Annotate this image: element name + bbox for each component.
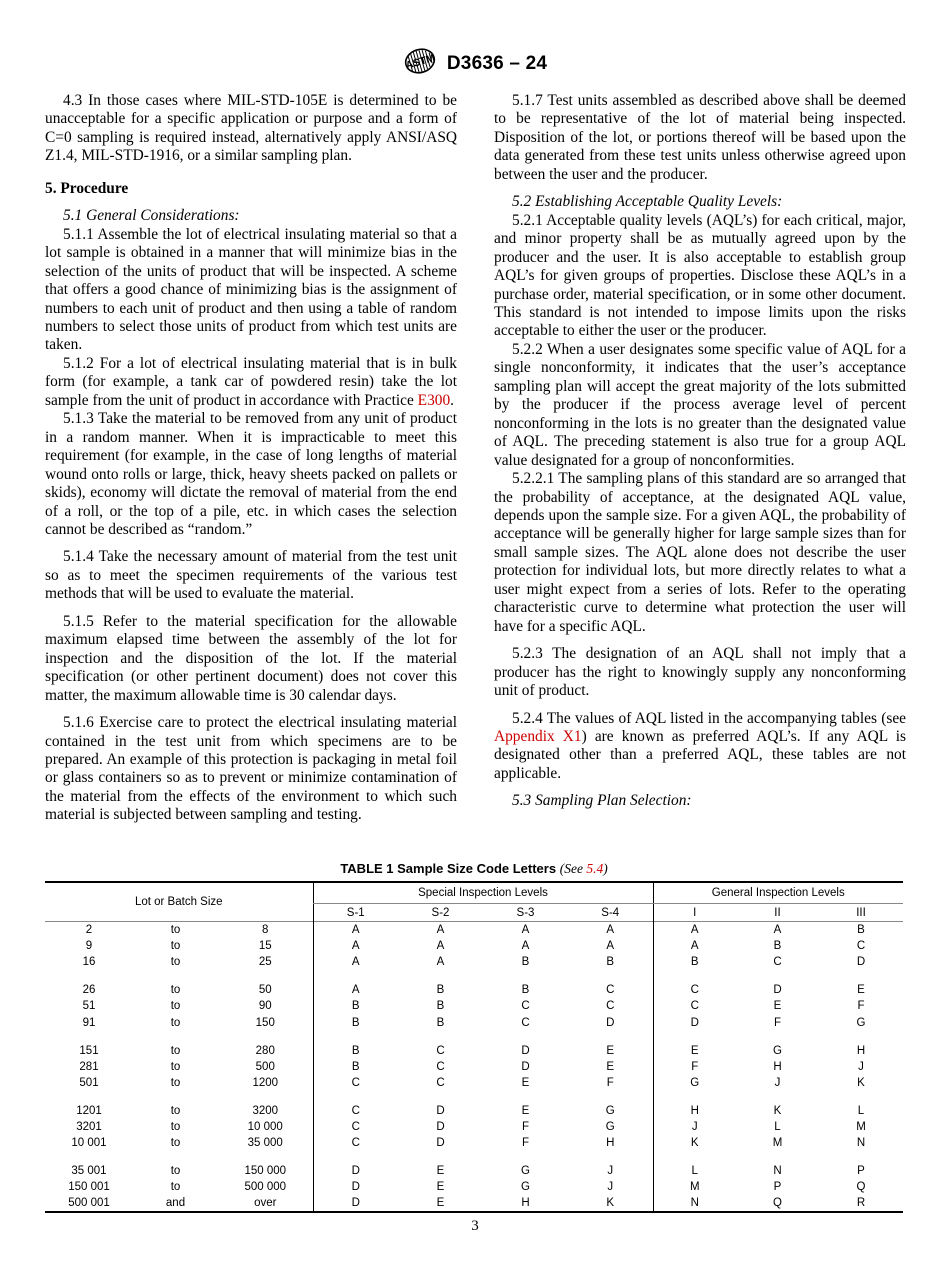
cell-general-2: K bbox=[773, 1104, 782, 1117]
cell-general-2: L bbox=[774, 1120, 781, 1133]
cell-general-3: G bbox=[856, 1016, 866, 1029]
cell-special-3: A bbox=[483, 922, 568, 939]
cell-special-4: D bbox=[606, 1016, 615, 1029]
cell-lot-to: over bbox=[218, 1195, 313, 1212]
cell-special-4: H bbox=[606, 1137, 615, 1150]
cell-special-1: B bbox=[313, 1043, 398, 1059]
cell-general-3: R bbox=[819, 1195, 903, 1212]
cell-special-4: A bbox=[568, 922, 653, 939]
cell-general-2: D bbox=[773, 984, 782, 997]
cell-general-3: P bbox=[857, 1165, 865, 1178]
cell-lot-from: 91 bbox=[82, 1016, 96, 1029]
table-group-spacer bbox=[45, 1151, 903, 1163]
cell-lot-conjunction: to bbox=[170, 1104, 181, 1117]
right-column bbox=[494, 92, 906, 825]
spacer-cell bbox=[653, 1031, 736, 1043]
spacer-cell bbox=[45, 1091, 133, 1103]
cell-general-3: Q bbox=[856, 1181, 866, 1194]
cell-lot-conjunction: to bbox=[170, 1000, 181, 1013]
cell-special-3: E bbox=[521, 1076, 530, 1089]
spacer-cell bbox=[313, 970, 398, 982]
paragraph-5-2-2-1: 5.2.2.1 The sampling plans of this standard are so arranged that the probability of acceptance, at the designated AQL value, depends upon the sample size. For a given AQL, the probability of acceptance will be generally higher for large sample sizes than for small sample sizes. The AQL alone does not describe the user protection for individual lots, but more directly relates to what a user might expect from a series of lots. Refer to the operating characteristic curve to determine what protection the user will have for a specific AQL. bbox=[494, 470, 906, 635]
spacer-cell bbox=[819, 970, 903, 982]
table-1-caption-title: TABLE 1 Sample Size Code Letters bbox=[340, 861, 557, 876]
cell-lot-conjunction: to bbox=[170, 984, 181, 997]
spacer-cell bbox=[398, 1031, 483, 1043]
spacer-cell bbox=[398, 1151, 483, 1163]
header-general-inspection-levels: General Inspection Levels bbox=[653, 882, 903, 904]
paragraph-4-3: 4.3 In those cases where MIL-STD-105E is determined to be unacceptable for a specific application or purpose and a form of C=0 sampling is required instead, alternatively apply ANSI/ASQ Z1.4, MIL-STD-1916, or a similar sampling plan. bbox=[45, 92, 457, 165]
cell-special-3: D bbox=[521, 1044, 530, 1057]
cell-special-4: E bbox=[606, 1044, 615, 1057]
header-special-inspection-levels: Special Inspection Levels bbox=[313, 882, 653, 904]
cell-special-4: F bbox=[606, 1076, 614, 1089]
cell-general-1: K bbox=[653, 1135, 736, 1151]
spacer-cell bbox=[313, 1151, 398, 1163]
cell-special-2: A bbox=[436, 956, 445, 969]
cell-special-1: C bbox=[313, 1135, 398, 1151]
cell-special-1: C bbox=[313, 1119, 398, 1135]
cell-lot-to: 10 000 bbox=[247, 1120, 283, 1133]
table-row bbox=[45, 1059, 903, 1075]
cell-special-2: B bbox=[436, 1000, 445, 1013]
spacer-cell bbox=[133, 1151, 218, 1163]
cell-general-3: C bbox=[856, 940, 866, 953]
spacer-cell bbox=[483, 1151, 568, 1163]
cell-special-1: A bbox=[313, 954, 398, 970]
svg-text:ASTM: ASTM bbox=[404, 52, 437, 72]
spacer-cell bbox=[819, 1151, 903, 1163]
spacer-cell bbox=[483, 970, 568, 982]
cell-special-3: C bbox=[521, 1016, 530, 1029]
table-row bbox=[45, 998, 903, 1014]
spacer-cell bbox=[568, 1091, 653, 1103]
cell-lot-from: 10 001 bbox=[71, 1137, 107, 1150]
cell-special-3: A bbox=[521, 940, 530, 953]
cell-lot-to: 3200 bbox=[252, 1104, 279, 1117]
cell-lot-from: 2 bbox=[45, 922, 133, 939]
page-number: 3 bbox=[471, 1218, 479, 1234]
cell-general-1: A bbox=[653, 938, 736, 954]
cell-lot-from: 1201 bbox=[76, 1104, 102, 1117]
spacer-cell bbox=[736, 970, 819, 982]
astm-logo-icon bbox=[403, 48, 437, 79]
cell-lot-conjunction: to bbox=[170, 1060, 181, 1073]
cell-special-4: E bbox=[606, 1060, 615, 1073]
spacer-cell bbox=[45, 1151, 133, 1163]
cell-general-3: M bbox=[856, 1120, 866, 1133]
cell-lot-to: 50 bbox=[258, 984, 272, 997]
cell-special-2: E bbox=[398, 1195, 483, 1212]
cell-general-1: C bbox=[653, 998, 736, 1014]
paragraph-5-1-5: 5.1.5 Refer to the material specification for the allowable maximum elapsed time between the assembly of the lot for inspection and the disposition of the lot. If the material specification (or other pertinent document) does not cover this matter, the maximum allowable time is 30 calendar days. bbox=[45, 612, 457, 704]
paragraph-5-1-1: 5.1.1 Assemble the lot of electrical insulating material so that a lot sample is obtained in a manner that will minimize bias in the selection of the units of product that will be inspected. A scheme that offers a good chance of minimizing bias is the assignment of numbers to each unit of product and then using a table of random numbers to select those units of product from which test units are taken. bbox=[45, 225, 457, 354]
paragraph-5-1-2-text-before: 5.1.2 For a lot of electrical insulating material that is in bulk form (for example, a tank car of powdered resin) take the lot sample from the unit of product in accordance with Practice bbox=[45, 354, 457, 409]
cell-general-2: M bbox=[772, 1137, 783, 1150]
cell-lot-from: 51 bbox=[82, 1000, 96, 1013]
header-lot-or-batch-size: Lot or Batch Size bbox=[45, 882, 313, 922]
cell-general-2: N bbox=[773, 1165, 782, 1178]
paragraph-5-1-2 bbox=[45, 355, 457, 410]
cell-special-3: E bbox=[521, 1104, 530, 1117]
table-row bbox=[45, 954, 903, 970]
cell-lot-from: 151 bbox=[79, 1044, 99, 1057]
table-1-caption-see bbox=[560, 861, 608, 876]
left-column bbox=[45, 92, 457, 825]
cell-general-2: G bbox=[773, 1044, 782, 1057]
cell-general-3: D bbox=[856, 956, 866, 969]
spacer-cell bbox=[218, 970, 313, 982]
cell-special-3: H bbox=[483, 1195, 568, 1212]
cell-lot-conjunction: to bbox=[170, 1016, 181, 1029]
spacer-cell bbox=[133, 970, 218, 982]
cell-general-1: N bbox=[653, 1195, 736, 1212]
cell-lot-conjunction: to bbox=[170, 1137, 181, 1150]
cell-general-1: M bbox=[653, 1179, 736, 1195]
heading-5-procedure: 5. Procedure bbox=[45, 179, 129, 197]
cell-special-2: E bbox=[436, 1181, 445, 1194]
cell-general-1: E bbox=[653, 1043, 736, 1059]
cell-lot-conjunction: to bbox=[170, 956, 181, 969]
paragraph-5-1-6: 5.1.6 Exercise care to protect the electrical insulating material contained in the test unit from which specimens are to be prepared. An example of this protection is packaging in metal foil or glass containers so as to prevent or minimize contamination of the material from the effects of the environment to which such material is subjected between sampling and testing. bbox=[45, 714, 457, 824]
cell-lot-from: 26 bbox=[82, 984, 96, 997]
spacer-cell bbox=[398, 1091, 483, 1103]
cell-special-2: A bbox=[436, 940, 445, 953]
cell-general-1: J bbox=[653, 1119, 736, 1135]
cell-special-1: B bbox=[313, 998, 398, 1014]
cell-special-1: A bbox=[313, 982, 398, 998]
spacer-cell bbox=[45, 970, 133, 982]
table-group-spacer bbox=[45, 970, 903, 982]
see-text-after: ) bbox=[603, 861, 608, 876]
table-row bbox=[45, 982, 903, 998]
cell-lot-conjunction: to bbox=[170, 1120, 181, 1133]
cell-general-2: C bbox=[773, 956, 782, 969]
paragraph-5-2-4-text-after: ) are known as preferred AQL’s. If any AQL is designated other than a preferred AQL, these tables are not applicable. bbox=[494, 727, 907, 782]
spacer-cell bbox=[133, 1091, 218, 1103]
cell-general-3: K bbox=[857, 1076, 865, 1089]
header-s-2: S-2 bbox=[431, 906, 450, 919]
table-row bbox=[45, 1043, 903, 1059]
cell-special-4: J bbox=[607, 1165, 614, 1178]
spacer-cell bbox=[45, 1031, 133, 1043]
sample-size-code-letters-table bbox=[45, 881, 903, 1213]
paragraph-5-1: 5.1 General Considerations: bbox=[63, 207, 240, 225]
paragraph-5-2-4 bbox=[494, 710, 906, 784]
paragraph-5-3: 5.3 Sampling Plan Selection: bbox=[512, 792, 692, 810]
cell-lot-conjunction: to bbox=[170, 1181, 181, 1194]
cell-general-1: H bbox=[653, 1103, 736, 1119]
paragraph-5-2-4-text-before: 5.2.4 The values of AQL listed in the accompanying tables (see bbox=[512, 709, 906, 727]
cell-special-2: D bbox=[436, 1104, 445, 1117]
table-row bbox=[45, 1179, 903, 1195]
cell-special-4: C bbox=[606, 1000, 615, 1013]
paragraph-5-2: 5.2 Establishing Acceptable Quality Levels: bbox=[512, 193, 783, 211]
spacer-cell bbox=[819, 1031, 903, 1043]
header-s-1: S-1 bbox=[313, 904, 398, 922]
table-row bbox=[45, 1075, 903, 1091]
cell-general-2: B bbox=[773, 940, 782, 953]
spacer-cell bbox=[736, 1031, 819, 1043]
spacer-cell bbox=[398, 970, 483, 982]
cell-special-1: D bbox=[313, 1163, 398, 1179]
cell-lot-from: 500 001 bbox=[45, 1195, 133, 1212]
cell-special-1: A bbox=[313, 938, 398, 954]
table-row bbox=[45, 1135, 903, 1151]
cell-special-3: D bbox=[521, 1060, 530, 1073]
table-1-container bbox=[45, 861, 903, 1213]
spacer-cell bbox=[483, 1031, 568, 1043]
spacer-cell bbox=[313, 1091, 398, 1103]
cell-general-2: F bbox=[773, 1016, 782, 1029]
cell-lot-from: 281 bbox=[79, 1060, 99, 1073]
cell-special-3: F bbox=[521, 1120, 530, 1133]
cell-special-1: D bbox=[313, 1195, 398, 1212]
cell-lot-conjunction: to bbox=[170, 940, 181, 953]
header-level-i: I bbox=[653, 904, 736, 922]
cell-lot-to: 1200 bbox=[252, 1076, 279, 1089]
table-body bbox=[45, 922, 903, 1213]
header-level-ii: II bbox=[774, 906, 781, 919]
cell-special-4: J bbox=[607, 1181, 614, 1194]
cell-special-4: C bbox=[606, 984, 615, 997]
cell-general-1: L bbox=[653, 1163, 736, 1179]
cell-lot-to: 500 bbox=[255, 1060, 275, 1073]
cell-lot-conjunction: and bbox=[133, 1195, 218, 1212]
table-row bbox=[45, 1163, 903, 1179]
cell-special-2: A bbox=[398, 922, 483, 939]
spacer-cell bbox=[653, 1151, 736, 1163]
two-column-body bbox=[45, 92, 907, 825]
table-row bbox=[45, 1103, 903, 1119]
spacer-cell bbox=[653, 1091, 736, 1103]
cell-general-1: C bbox=[653, 982, 736, 998]
cell-lot-to: 25 bbox=[258, 956, 272, 969]
cell-lot-from: 35 001 bbox=[71, 1165, 107, 1178]
cell-special-3: F bbox=[521, 1137, 530, 1150]
cell-lot-from: 9 bbox=[85, 940, 93, 953]
document-designation: D3636 – 24 bbox=[446, 52, 548, 74]
table-group-spacer bbox=[45, 1091, 903, 1103]
cell-lot-to: 150 000 bbox=[244, 1165, 287, 1178]
paragraph-5-1-3: 5.1.3 Take the material to be removed from any unit of product in a random manner. When it is impracticable to meet this requirement (for example, in the case of long lengths of material wound onto rolls or large, thick, heavy sheets packed on pallets or skids), economy will dictate the removal of material from the end of a roll, or the top of a pile, etc. in which cases the selection cannot be described as “random.” bbox=[45, 410, 457, 538]
cell-special-4: G bbox=[605, 1104, 615, 1117]
cell-general-3: L bbox=[857, 1104, 865, 1117]
cell-special-2: C bbox=[436, 1076, 445, 1089]
table-row bbox=[45, 938, 903, 954]
cell-special-2: B bbox=[436, 984, 445, 997]
cell-lot-conjunction: to bbox=[170, 1076, 181, 1089]
see-text-before: (See bbox=[559, 861, 587, 876]
cell-lot-to: 15 bbox=[258, 940, 272, 953]
cell-special-1: A bbox=[313, 922, 398, 939]
appendix-x1-link[interactable]: Appendix X1 bbox=[494, 727, 582, 745]
cell-special-2: B bbox=[436, 1016, 445, 1029]
spacer-cell bbox=[313, 1031, 398, 1043]
cell-lot-to: 8 bbox=[218, 922, 313, 939]
table-row bbox=[45, 1119, 903, 1135]
cell-general-2: J bbox=[774, 1076, 781, 1089]
cell-special-3: G bbox=[521, 1181, 530, 1194]
cell-special-4: K bbox=[568, 1195, 653, 1212]
spacer-cell bbox=[568, 970, 653, 982]
cell-special-1: B bbox=[313, 1014, 398, 1030]
spacer-cell bbox=[653, 970, 736, 982]
cell-general-1: F bbox=[653, 1059, 736, 1075]
cell-general-1: B bbox=[653, 954, 736, 970]
cell-general-1: A bbox=[653, 922, 736, 939]
cell-special-3: B bbox=[521, 984, 530, 997]
cell-lot-to: 150 bbox=[255, 1016, 275, 1029]
spacer-cell bbox=[483, 1091, 568, 1103]
cell-lot-to: 280 bbox=[255, 1044, 275, 1057]
cell-lot-to: 500 000 bbox=[244, 1181, 287, 1194]
table-row bbox=[45, 1014, 903, 1030]
table-row bbox=[45, 922, 903, 939]
practice-e300-link[interactable]: E300 bbox=[417, 391, 451, 409]
spacer-cell bbox=[218, 1091, 313, 1103]
cell-lot-to: 90 bbox=[258, 1000, 272, 1013]
cell-special-4: G bbox=[605, 1120, 615, 1133]
cell-special-2: D bbox=[436, 1137, 445, 1150]
cell-special-1: B bbox=[313, 1059, 398, 1075]
cell-general-2: H bbox=[773, 1060, 782, 1073]
cell-general-3: N bbox=[856, 1137, 866, 1150]
section-5-4-link[interactable]: 5.4 bbox=[586, 861, 604, 876]
cell-special-1: C bbox=[313, 1103, 398, 1119]
header-s-4: S-4 bbox=[601, 906, 620, 919]
header-level-iii: III bbox=[856, 906, 866, 919]
cell-general-2: P bbox=[773, 1181, 782, 1194]
cell-special-2: C bbox=[436, 1044, 445, 1057]
cell-general-2: A bbox=[736, 922, 819, 939]
cell-general-3: F bbox=[857, 1000, 865, 1013]
cell-special-4: A bbox=[606, 940, 615, 953]
paragraph-5-1-7: 5.1.7 Test units assembled as described above shall be deemed to be representative of the lot of material being inspected. Disposition of the lot, or portions thereof will be based upon the data generated from these test units unless otherwise agreed upon between the user and the producer. bbox=[494, 92, 906, 183]
spacer-cell bbox=[819, 1091, 903, 1103]
table-row bbox=[45, 1195, 903, 1212]
cell-general-3: B bbox=[819, 922, 903, 939]
cell-special-2: C bbox=[436, 1060, 445, 1073]
cell-special-1: C bbox=[313, 1075, 398, 1091]
cell-special-2: D bbox=[436, 1120, 445, 1133]
table-group-spacer bbox=[45, 1031, 903, 1043]
cell-special-1: D bbox=[313, 1179, 398, 1195]
cell-lot-from: 501 bbox=[79, 1076, 99, 1089]
table-1-caption bbox=[45, 861, 903, 877]
cell-lot-conjunction: to bbox=[133, 922, 218, 939]
spacer-cell bbox=[133, 1031, 218, 1043]
table-group-header-row bbox=[45, 882, 903, 904]
spacer-cell bbox=[218, 1151, 313, 1163]
paragraph-5-1-4: 5.1.4 Take the necessary amount of material from the test unit so as to meet the specimen requirements of the various test methods that will be used to evaluate the material. bbox=[45, 548, 457, 603]
spacer-cell bbox=[736, 1151, 819, 1163]
paragraph-5-2-2: 5.2.2 When a user designates some specific value of AQL for a single nonconformity, it indicates that the user’s acceptance sampling plan will accept the great majority of the lots submitted by the producer if the process average level of percent nonconforming in the lots is no greater than the designated value of AQL. The preceding statement is also true for a group AQL value designated for a group of nonconformities. bbox=[494, 340, 906, 469]
paragraph-5-1-2-text-after: . bbox=[450, 391, 455, 409]
spacer-cell bbox=[736, 1091, 819, 1103]
cell-special-3: B bbox=[521, 956, 530, 969]
cell-special-2: E bbox=[436, 1165, 445, 1178]
cell-general-1: G bbox=[653, 1075, 736, 1091]
cell-special-3: G bbox=[521, 1165, 530, 1178]
spacer-cell bbox=[218, 1031, 313, 1043]
paragraph-5-2-3: 5.2.3 The designation of an AQL shall not imply that a producer has the right to knowingly supply any nonconforming unit of product. bbox=[494, 645, 906, 700]
cell-lot-conjunction: to bbox=[170, 1165, 181, 1178]
cell-general-3: E bbox=[857, 984, 865, 997]
page-header bbox=[0, 48, 950, 79]
header-s-3: S-3 bbox=[516, 906, 535, 919]
cell-general-2: E bbox=[773, 1000, 782, 1013]
paragraph-5-2-1: 5.2.1 Acceptable quality levels (AQL’s) for each critical, major, and minor property shall be as mutually agreed upon by the producer and the user. It is also acceptable to establish group AQL’s for given groups of properties. Disclose these AQL’s in a purchase order, material specification, or in some other document. This standard is not intended to impose limits upon the risks acceptable to either the user or the producer. bbox=[494, 211, 906, 340]
spacer-cell bbox=[568, 1151, 653, 1163]
cell-general-2: Q bbox=[736, 1195, 819, 1212]
cell-general-3: H bbox=[856, 1044, 866, 1057]
cell-lot-from: 150 001 bbox=[68, 1181, 110, 1194]
cell-special-3: C bbox=[521, 1000, 530, 1013]
spacer-cell bbox=[568, 1031, 653, 1043]
cell-lot-from: 3201 bbox=[76, 1120, 102, 1133]
cell-lot-to: 35 000 bbox=[247, 1137, 283, 1150]
cell-lot-conjunction: to bbox=[170, 1044, 181, 1057]
cell-lot-from: 16 bbox=[82, 956, 96, 969]
cell-general-3: J bbox=[858, 1060, 864, 1073]
cell-special-4: B bbox=[606, 956, 615, 969]
cell-general-1: D bbox=[653, 1014, 736, 1030]
